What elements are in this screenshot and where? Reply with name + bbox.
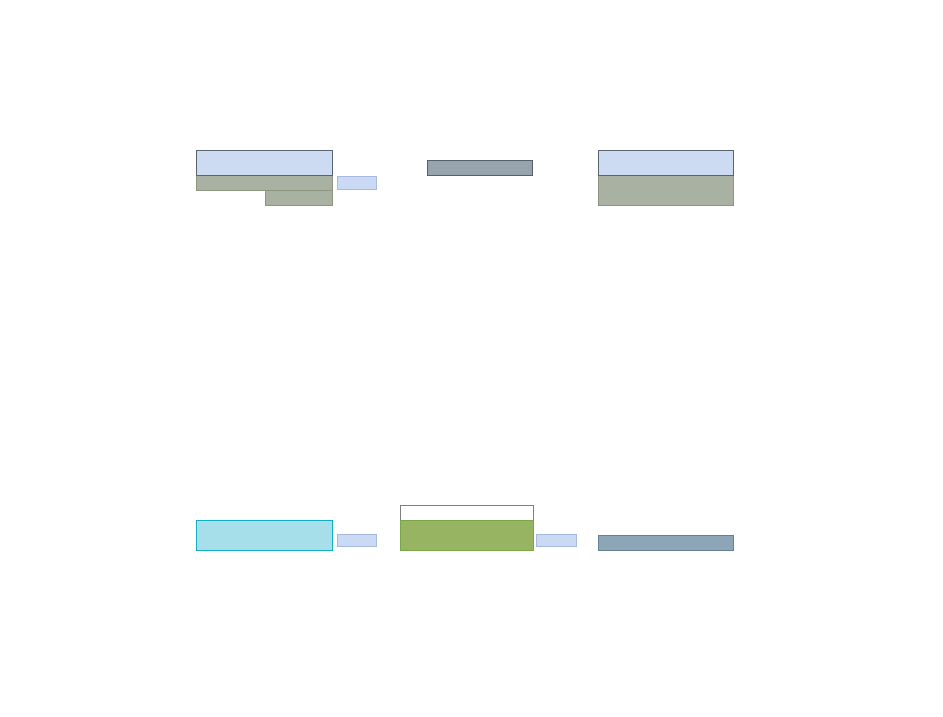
void-cell xyxy=(400,505,534,521)
water-tower-title xyxy=(196,554,333,564)
water-ground-cell xyxy=(196,520,333,551)
pool-label xyxy=(536,534,577,547)
wilderness-ground-cell xyxy=(400,520,534,551)
water-roof-terrace-header xyxy=(196,150,333,176)
wilderness-tower-title xyxy=(400,554,534,564)
pool-balcony-label xyxy=(337,176,377,190)
wood-roof-terrace-header xyxy=(598,150,734,176)
water-penthouse-cell xyxy=(196,175,333,191)
wilderness-services-header xyxy=(427,160,533,176)
pool-label xyxy=(337,534,377,547)
lower-roof-label-right xyxy=(788,166,878,175)
library-lounge-cell xyxy=(598,535,734,551)
lower-roof-label-left xyxy=(100,166,190,175)
water-penthouse-extension xyxy=(265,190,333,206)
wood-penthouse-cell xyxy=(598,175,734,206)
wood-tower-title xyxy=(598,554,734,564)
